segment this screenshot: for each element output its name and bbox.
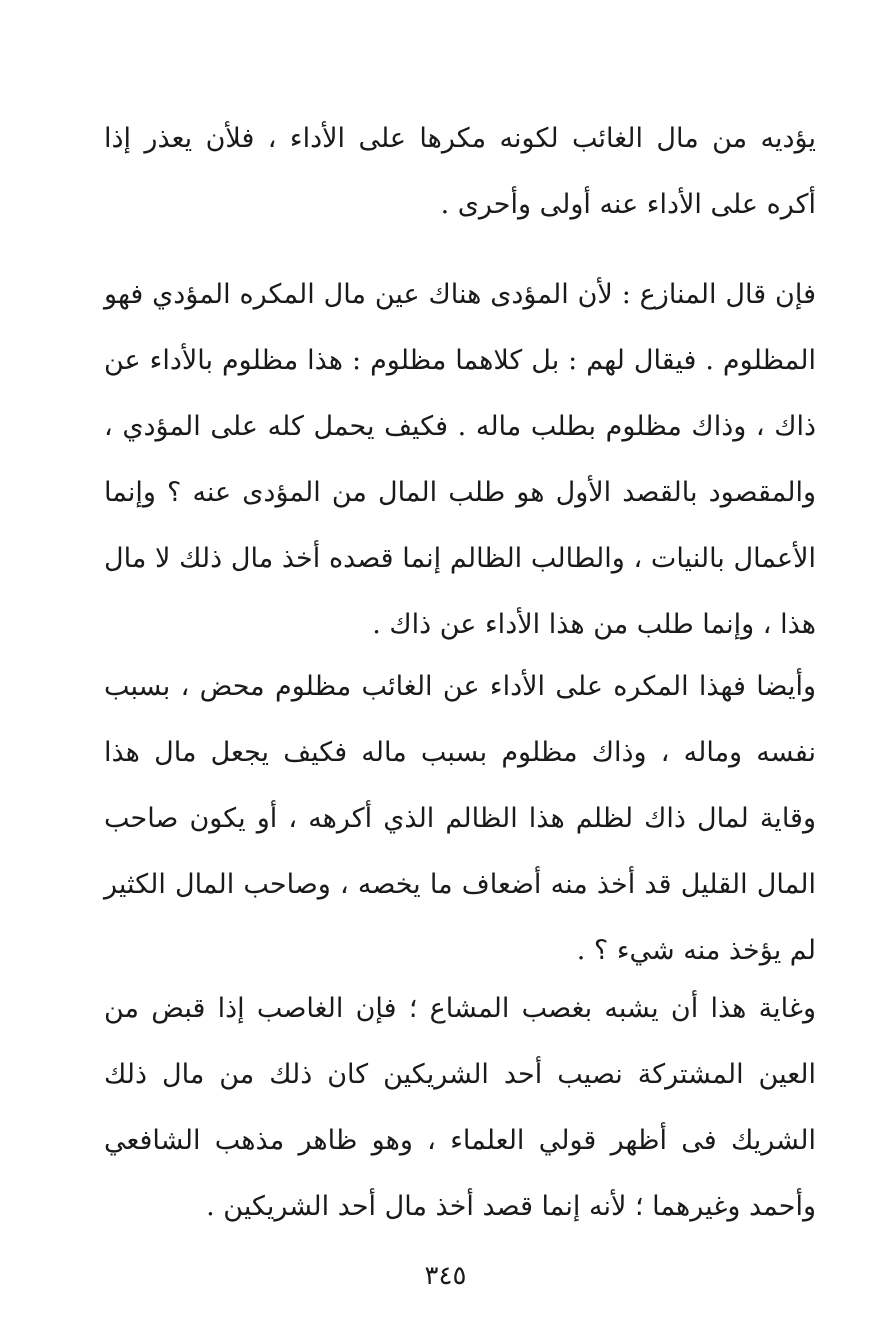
page-number: ٣٤٥ xyxy=(424,1261,467,1291)
paragraph-2: فإن قال المنازع : لأن المؤدى هناك عين مال المكره المؤدي فهو المظلوم . فيقال لهم : بل كلاهما مظلوم : هذا مظلوم بالأداء عن ذاك ، وذاك مظلوم بطلب ماله . فكيف يحمل كله على المؤدي ، والمقصود بالقصد الأول هو طلب المال من المؤدى عنه ؟ وإنما الأعمال بالنيات ، والطالب الظالم إنما قصده أخذ مال ذلك لا مال هذا ، وإنما طلب من هذا الأداء عن ذاك . xyxy=(104,279,816,640)
paragraph-3: وأيضا فهذا المكره على الأداء عن الغائب مظلوم محض ، بسبب نفسه وماله ، وذاك مظلوم بسبب ماله فكيف يجعل مال هذا وقاية لمال ذاك لظلم هذا الظالم الذي أكرهه ، أو يكون صاحب المال القليل قد أخذ منه أضعاف ما يخصه ، وصاحب المال الكثير لم يؤخذ منه شيء ؟ . xyxy=(104,671,816,966)
paragraph-1: يؤديه من مال الغائب لكونه مكرها على الأداء ، فلأن يعذر إذا أكره على الأداء عنه أولى وأحرى . xyxy=(104,123,816,220)
paragraph-4: وغاية هذا أن يشبه بغصب المشاع ؛ فإن الغاصب إذا قبض من العين المشتركة نصيب أحد الشريكين كان ذلك من مال ذلك الشريك فى أظهر قولي العلماء ، وهو ظاهر مذهب الشافعي وأحمد وغيرهما ؛ لأنه إنما قصد أخذ مال أحد الشريكين . xyxy=(104,993,816,1222)
